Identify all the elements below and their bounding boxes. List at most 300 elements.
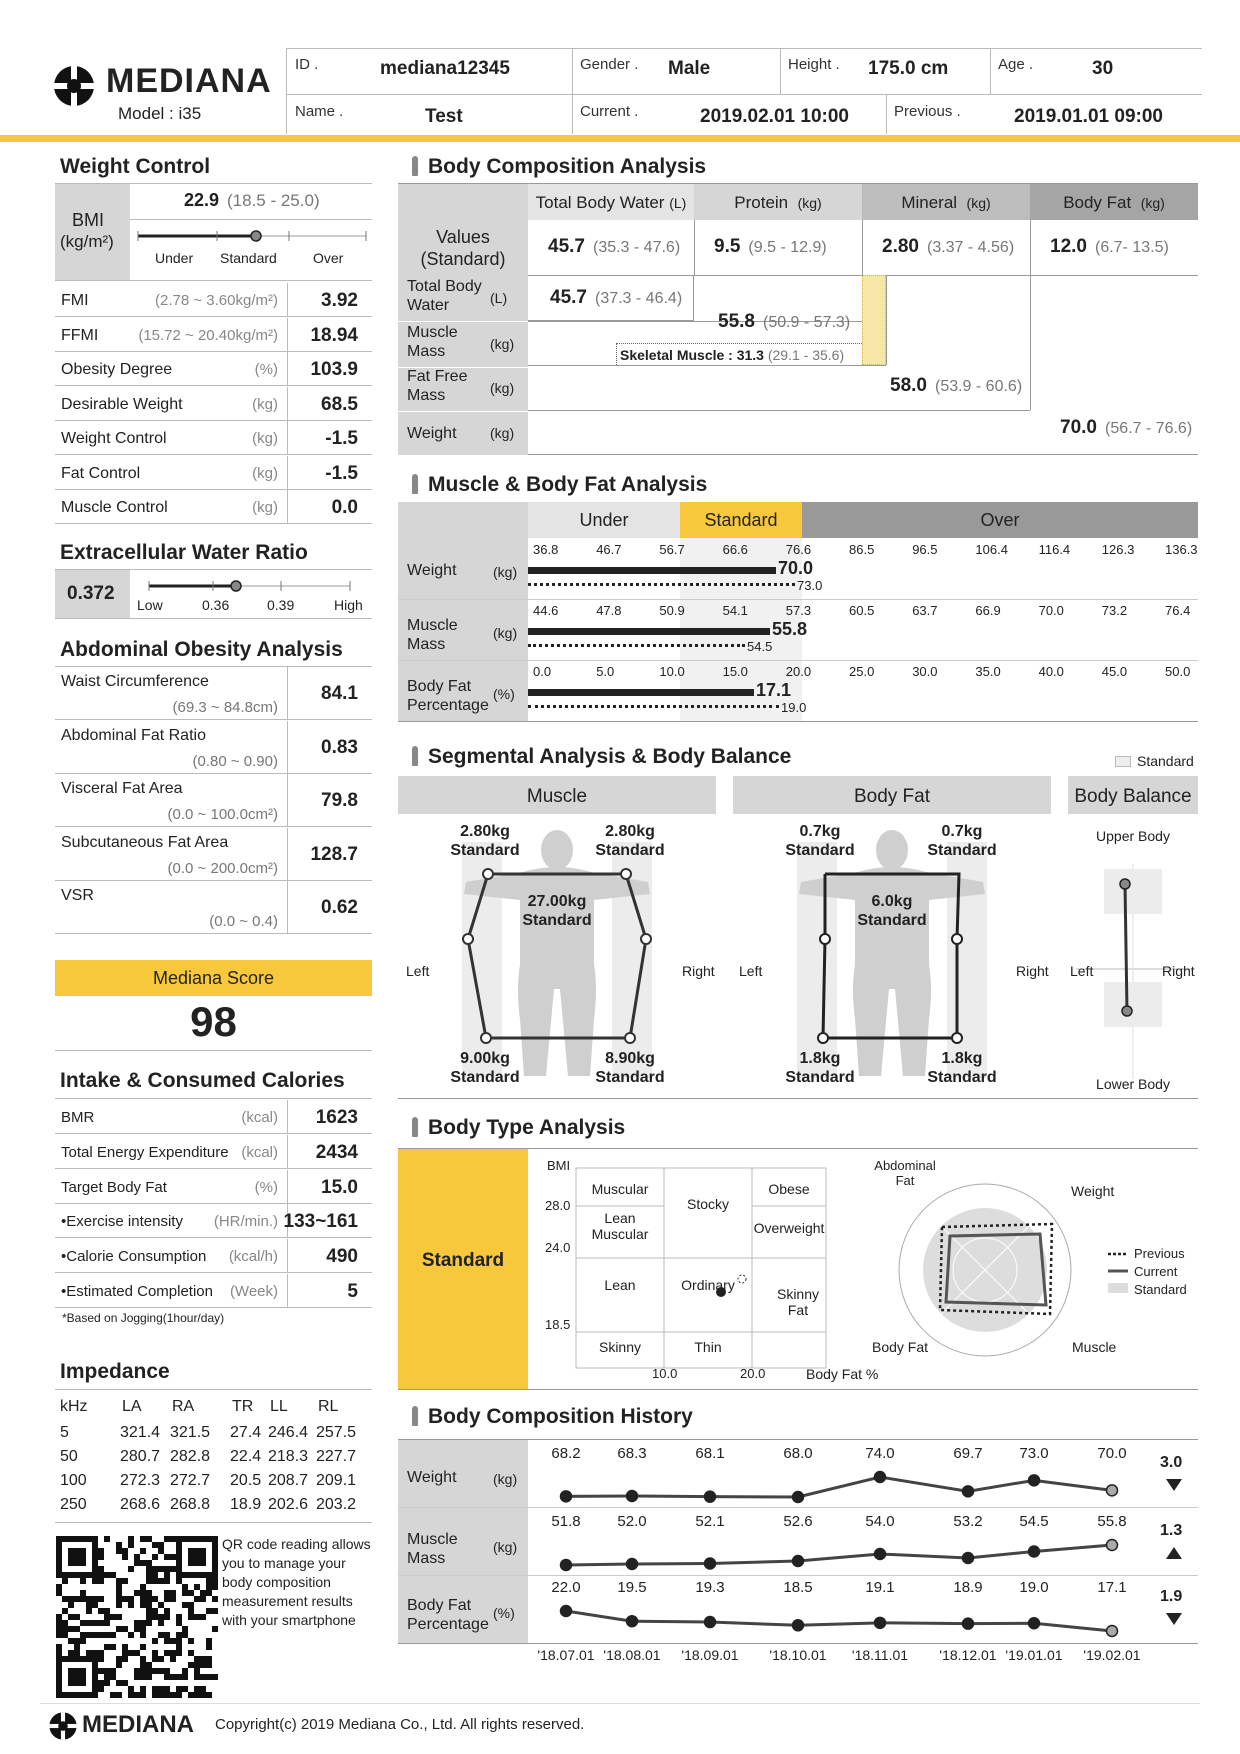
- bt-stocky: Stocky: [686, 1196, 729, 1212]
- seg-balance-title: Body Balance: [1074, 786, 1192, 807]
- bca-row-value: [718, 311, 850, 333]
- balance-right: Right: [1162, 963, 1195, 979]
- history-title-text: Body Composition History: [428, 1405, 693, 1428]
- history-value-label: 18.5: [783, 1579, 813, 1596]
- history-value-label: 68.3: [617, 1445, 647, 1462]
- impedance-cell: 227.7: [316, 1448, 357, 1465]
- bt-obese: Obese: [768, 1181, 810, 1197]
- bodytype-result: Standard: [421, 1250, 505, 1271]
- row-label: •Calorie Consumption: [61, 1248, 207, 1266]
- row-unit: (%): [254, 1178, 278, 1196]
- mbf-scale-tick: 0.0: [533, 664, 552, 679]
- mbf-scale-tick: 40.0: [1038, 664, 1064, 679]
- row-label: Obesity Degree: [61, 361, 173, 378]
- impedance-cell: 202.6: [268, 1496, 309, 1513]
- history-value-label: 68.2: [551, 1445, 581, 1462]
- abdominal-row: [55, 667, 372, 720]
- history-value-label: 19.1: [865, 1579, 895, 1596]
- row-label: Fat Control: [61, 464, 141, 482]
- impedance-cell: 18.9: [230, 1496, 262, 1513]
- row-unit: (kg): [252, 430, 278, 447]
- history-date: '18.08.01: [603, 1647, 661, 1663]
- mbf-row-divider: [398, 599, 1198, 600]
- seg-fat-left: Left: [739, 963, 763, 979]
- ecw-value: 0.372: [67, 583, 115, 604]
- abdominal-title: Abdominal Obesity Analysis: [60, 638, 343, 661]
- weight-control-row: [55, 387, 372, 421]
- impedance-cell: 5: [60, 1424, 69, 1441]
- ecw-scale-036: 0.36: [202, 597, 230, 613]
- mbf-scale-tick: 35.0: [975, 664, 1001, 679]
- ecw-scale-high: High: [334, 597, 363, 613]
- seg-fat-ra: [922, 822, 1002, 860]
- bt-muscular: Muscular: [591, 1181, 649, 1197]
- calorie-row: [55, 1239, 372, 1273]
- row-value: 5: [347, 1281, 358, 1302]
- bca-header-bodyfat-unit: (kg): [1140, 195, 1165, 211]
- row-value: 18.94: [310, 324, 358, 346]
- row-divider: [287, 1100, 288, 1133]
- history-date: '19.01.01: [1005, 1647, 1063, 1663]
- bca-value: 9.5: [714, 236, 741, 257]
- qr-code-icon[interactable]: [56, 1536, 218, 1698]
- history-value-label: 68.1: [695, 1445, 725, 1462]
- calorie-row: [55, 1135, 372, 1169]
- accent-rule: [0, 135, 1240, 142]
- qr-text-line: QR code reading allows: [222, 1536, 371, 1552]
- seg-muscle-ll-status: Standard: [450, 1069, 520, 1086]
- seg-muscle-ll: [445, 1049, 525, 1087]
- history-point: [1107, 1485, 1118, 1496]
- seg-muscle-ra-status: Standard: [595, 842, 665, 859]
- bca-header-bodyfat-label: Body Fat: [1063, 193, 1132, 212]
- row-unit: (kg): [252, 464, 278, 482]
- qr-text-line: measurement results: [222, 1593, 353, 1609]
- qr-text-line: you to manage your: [222, 1555, 346, 1571]
- mbf-value: 55.8: [772, 619, 808, 639]
- bca-row-label1: Fat Free: [407, 368, 468, 385]
- row-divider: [287, 774, 288, 826]
- abdominal-row: [55, 774, 372, 827]
- mbf-value: 70.0: [778, 558, 814, 578]
- bca-header-protein: [694, 193, 862, 213]
- score-label: Mediana Score: [152, 968, 275, 988]
- age-label: Age .: [998, 56, 1034, 73]
- history-value-label: 74.0: [865, 1445, 895, 1462]
- impedance-cell: 20.5: [230, 1472, 262, 1489]
- bmi-scale-standard: Standard: [220, 250, 277, 266]
- seg-legend-swatch: [1115, 756, 1131, 767]
- row-divider: [287, 421, 288, 454]
- seg-fat-la: [780, 822, 860, 860]
- mbf-scale-tick: 116.4: [1038, 542, 1071, 557]
- row-value: 84.1: [321, 683, 358, 704]
- row-value: 490: [326, 1246, 358, 1268]
- skeletal-muscle-value: Skeletal Muscle : 31.3: [620, 347, 764, 363]
- history-title: [412, 1405, 693, 1429]
- seg-muscle-la-value: 2.80kg: [460, 823, 510, 840]
- mbf-scale-tick: 20.0: [785, 664, 812, 679]
- weight-control-row: [55, 456, 372, 490]
- history-value-label: 53.2: [953, 1513, 983, 1530]
- bca-row-value: [1060, 417, 1192, 439]
- bca-header-tbw: [528, 193, 694, 213]
- history-value-label: 52.1: [695, 1513, 725, 1530]
- seg-muscle-la-status: Standard: [450, 842, 520, 859]
- mbf-prev-value: 19.0: [781, 700, 807, 715]
- row-divider: [287, 881, 288, 933]
- arrow-down-icon: [1166, 1613, 1182, 1625]
- history-point: [875, 1472, 886, 1483]
- abdominal-row: [55, 881, 372, 934]
- pin-icon: [412, 746, 418, 766]
- ecw-title: Extracellular Water Ratio: [60, 541, 308, 564]
- history-point: [561, 1491, 572, 1502]
- row-value: 2434: [315, 1141, 358, 1163]
- bt-overweight: Overweight: [753, 1220, 825, 1236]
- legend-previous: Previous: [1134, 1246, 1185, 1261]
- mbf-header-standard: Standard: [704, 510, 778, 530]
- weight-control-row: [55, 318, 372, 352]
- seg-fat-tr-status: Standard: [857, 912, 927, 929]
- seg-fat-ll: [780, 1049, 860, 1087]
- mbf-scale-tick: 70.0: [1038, 603, 1064, 618]
- bca-row-number: 58.0: [890, 375, 927, 396]
- abdominal-row: [55, 828, 372, 881]
- bca-range: (9.5 - 12.9): [748, 239, 827, 256]
- history-value-label: 69.7: [953, 1445, 983, 1462]
- mbf-scale-tick: 50.0: [1165, 664, 1191, 679]
- bodytype-xlabel: Body Fat %: [806, 1366, 879, 1382]
- bca-row-divider: [398, 321, 528, 322]
- impedance-cell: 272.3: [120, 1472, 161, 1489]
- row-divider: [287, 318, 288, 351]
- history-point: [1029, 1475, 1040, 1486]
- row-label: •Estimated Completion: [61, 1283, 213, 1300]
- mbf-bar: [528, 689, 754, 696]
- impedance-cell: 280.7: [120, 1448, 161, 1465]
- bmi-unit: (kg/m²): [60, 232, 114, 251]
- row-divider: [287, 490, 288, 523]
- mbf-title-text: Muscle & Body Fat Analysis: [428, 473, 708, 496]
- row-label: FFMI: [61, 326, 99, 344]
- radar-bodyfat: Body Fat: [872, 1339, 929, 1355]
- bmi-scale-under: Under: [155, 250, 194, 266]
- impedance-cell: 246.4: [268, 1424, 309, 1441]
- bmi-gauge: [134, 228, 370, 244]
- history-change: 1.3: [1160, 1522, 1183, 1539]
- row-range: (0.80 ~ 0.90): [192, 752, 278, 770]
- row-label: Subcutaneous Fat Area: [61, 833, 229, 851]
- row-value: 103.9: [310, 359, 358, 380]
- history-value-label: 22.0: [551, 1579, 581, 1596]
- bca-header-protein-unit: (kg): [797, 195, 822, 211]
- impedance-header: LA: [122, 1398, 142, 1415]
- calories-note: *Based on Jogging(1hour/day): [62, 1311, 225, 1325]
- mbf-prev-bar: [528, 583, 795, 586]
- mbf-header-under: Under: [579, 510, 629, 530]
- history-value-label: 19.0: [1019, 1579, 1049, 1596]
- mbf-scale-tick: 66.9: [975, 603, 1001, 618]
- impedance-cell: 218.3: [268, 1448, 309, 1465]
- seg-muscle-tr-status: Standard: [522, 912, 592, 929]
- seg-title: [412, 745, 791, 769]
- history-row-label1: Muscle: [407, 1531, 458, 1548]
- row-label: VSR: [61, 887, 94, 904]
- impedance-cell: 272.7: [170, 1472, 211, 1489]
- row-value: 15.0: [321, 1176, 358, 1198]
- seg-muscle-rl-value: 8.90kg: [605, 1050, 655, 1067]
- bca-title: [412, 155, 706, 179]
- mbf-scale-tick: 136.3: [1165, 542, 1198, 557]
- mbf-scale-tick: 10.0: [659, 664, 685, 679]
- history-change: 1.9: [1160, 1588, 1183, 1605]
- bca-title-text: Body Composition Analysis: [428, 155, 707, 178]
- row-label: Muscle Control: [61, 499, 168, 516]
- row-range: (0.0 ~ 0.4): [209, 913, 278, 930]
- radar-abdominal: Abdominal Fat: [874, 1158, 936, 1188]
- bca-row-range: (50.9 - 57.3): [762, 314, 851, 331]
- abdominal-row: [55, 721, 372, 774]
- impedance-header: RA: [172, 1398, 195, 1415]
- history-value-label: 51.8: [551, 1513, 581, 1530]
- history-point: [627, 1491, 638, 1502]
- mbf-row-unit: (kg): [493, 564, 518, 580]
- bodytype-title: [412, 1116, 625, 1140]
- row-value: 3.92: [321, 290, 358, 311]
- bt-lean: Lean: [604, 1277, 636, 1293]
- bca-header-mineral-label: Mineral: [901, 193, 958, 212]
- pin-icon: [412, 156, 418, 176]
- impedance-cell: 209.1: [316, 1472, 357, 1489]
- seg-muscle-ra: [590, 822, 670, 860]
- bca-standard-label: (Standard): [420, 249, 506, 269]
- pin-icon: [412, 474, 418, 494]
- radar-legend-icons: [1106, 1246, 1130, 1296]
- impedance-cell: 208.7: [268, 1472, 309, 1489]
- seg-muscle-rl: [590, 1049, 670, 1087]
- row-label: Weight Control: [61, 430, 167, 447]
- mbf-row-label2: Percentage: [407, 697, 489, 714]
- seg-fat-title: Body Fat: [853, 786, 931, 807]
- bca-row-unit: (kg): [490, 336, 515, 352]
- id-value: mediana12345: [380, 58, 510, 79]
- bca-row-number: 55.8: [718, 311, 755, 332]
- history-point: [963, 1618, 974, 1629]
- bca-row-unit: (L): [490, 290, 508, 306]
- seg-fat-rl-status: Standard: [927, 1069, 997, 1086]
- history-row-unit: (%): [493, 1605, 515, 1621]
- history-point: [1107, 1540, 1118, 1551]
- row-value: 133~161: [283, 1211, 358, 1233]
- mbf-title: [412, 473, 707, 497]
- impedance-cell: 203.2: [316, 1496, 357, 1513]
- header: [0, 0, 1240, 140]
- row-divider: [287, 667, 288, 719]
- seg-muscle-title: Muscle: [526, 786, 588, 807]
- mbf-scale-tick: 73.2: [1101, 603, 1128, 618]
- footer-logo-icon: [48, 1711, 78, 1741]
- bca-header-bodyfat: [1030, 193, 1198, 213]
- bca-row-number: 70.0: [1060, 417, 1097, 438]
- impedance-header: TR: [232, 1398, 254, 1415]
- mbf-scale-tick: 25.0: [849, 664, 875, 679]
- history-value-label: 52.0: [617, 1513, 647, 1530]
- mbf-scale-tick: 46.7: [596, 542, 622, 557]
- history-point: [705, 1491, 716, 1502]
- history-value-label: 70.0: [1097, 1445, 1127, 1462]
- balance-lower: Lower Body: [1096, 1076, 1170, 1092]
- history-date: '18.10.01: [769, 1647, 827, 1663]
- bca-values-label: Values: [436, 227, 490, 247]
- bca-value: 12.0: [1050, 236, 1087, 257]
- history-row-label2: Percentage: [407, 1616, 489, 1633]
- row-value: 0.0: [331, 497, 358, 518]
- seg-title-text: Segmental Analysis & Body Balance: [428, 745, 792, 768]
- seg-fat-right: Right: [1016, 963, 1049, 979]
- seg-muscle-rl-status: Standard: [595, 1069, 665, 1086]
- bt-lean-muscular: Lean Muscular: [591, 1210, 649, 1242]
- seg-fat-la-value: 0.7kg: [799, 823, 841, 840]
- mbf-scale-tick: 45.0: [1101, 664, 1128, 679]
- impedance-cell: 268.8: [170, 1496, 211, 1513]
- mbf-scale-tick: 106.4: [975, 542, 1008, 557]
- row-unit: (HR/min.): [213, 1213, 278, 1231]
- history-point: [705, 1558, 716, 1569]
- history-series-line: [566, 1611, 1112, 1631]
- bca-row-number: 45.7: [550, 287, 587, 308]
- calorie-row: [55, 1170, 372, 1204]
- weight-control-title: Weight Control: [60, 155, 211, 178]
- bodytype-title-text: Body Type Analysis: [428, 1116, 626, 1139]
- mbf-header-over: Over: [980, 510, 1020, 530]
- model-label: Model : i35: [118, 104, 202, 123]
- ecw-scale-low: Low: [137, 597, 163, 613]
- score-value: 98: [190, 998, 237, 1045]
- history-value-label: 73.0: [1019, 1445, 1049, 1462]
- row-unit: (15.72 ~ 20.40kg/m²): [138, 326, 278, 344]
- history-point: [705, 1617, 716, 1628]
- row-unit: (2.78 ~ 3.60kg/m²): [155, 292, 278, 309]
- mbf-row-label1: Muscle: [407, 617, 458, 634]
- seg-muscle-left: Left: [406, 963, 430, 979]
- bca-row-range: (53.9 - 60.6): [934, 378, 1023, 395]
- calorie-row: [55, 1274, 372, 1308]
- history-value-label: 68.0: [783, 1445, 813, 1462]
- history-point: [1029, 1546, 1040, 1557]
- history-point: [793, 1556, 804, 1567]
- row-divider: [287, 721, 288, 773]
- history-series-line: [566, 1545, 1112, 1565]
- mediana-logo-icon: [52, 64, 96, 108]
- weight-control-row: [55, 283, 372, 317]
- mbf-scale-tick: 5.0: [596, 664, 615, 679]
- skeletal-muscle-label: [620, 347, 844, 363]
- mbf-prev-bar: [528, 644, 745, 647]
- bca-header-mineral-unit: (kg): [966, 195, 991, 211]
- balance-upper: Upper Body: [1096, 828, 1170, 844]
- history-value-label: 55.8: [1097, 1513, 1127, 1530]
- mbf-scale-tick: 36.8: [533, 542, 559, 557]
- impedance-cell: 268.6: [120, 1496, 161, 1513]
- mbf-scale-tick: 63.7: [912, 603, 938, 618]
- history-point: [875, 1549, 886, 1560]
- row-unit: (kcal): [241, 1143, 278, 1161]
- mbf-row-label1: Body Fat: [407, 678, 472, 695]
- impedance-header: kHz: [60, 1398, 88, 1415]
- current-value: 2019.02.01 10:00: [700, 106, 849, 127]
- history-point: [963, 1553, 974, 1564]
- impedance-cell: 250: [60, 1496, 87, 1513]
- bca-value: 2.80: [882, 236, 919, 257]
- mbf-prev-bar: [528, 705, 779, 708]
- bca-row-value: [550, 287, 682, 309]
- bodytype-ytick: 18.5: [545, 1317, 571, 1332]
- bca-value-cell: [548, 236, 680, 258]
- row-divider: [287, 1170, 288, 1203]
- mbf-scale-tick: 15.0: [722, 664, 748, 679]
- impedance-header: LL: [270, 1398, 288, 1415]
- history-point: [627, 1559, 638, 1570]
- row-divider: [287, 1239, 288, 1272]
- qr-text-line: with your smartphone: [222, 1612, 356, 1628]
- name-value: Test: [425, 106, 463, 127]
- history-date: '18.11.01: [851, 1647, 909, 1663]
- impedance-cell: 100: [60, 1472, 87, 1489]
- weight-control-row: [55, 352, 372, 386]
- history-row-label2: Mass: [407, 1550, 446, 1567]
- row-divider: [287, 456, 288, 489]
- mbf-scale-tick: 50.9: [659, 603, 685, 618]
- history-point: [561, 1606, 572, 1617]
- history-value-label: 19.5: [617, 1579, 647, 1596]
- bca-row-range: (56.7 - 76.6): [1104, 420, 1193, 437]
- legend-standard: Standard: [1134, 1282, 1187, 1297]
- impedance-cell: 282.8: [170, 1448, 211, 1465]
- row-divider: [287, 1135, 288, 1168]
- history-change: 3.0: [1160, 1454, 1183, 1471]
- impedance-cell: 257.5: [316, 1424, 357, 1441]
- row-divider: [287, 1274, 288, 1307]
- impedance-cell: 27.4: [230, 1424, 262, 1441]
- bca-value: 45.7: [548, 236, 585, 257]
- mbf-row-label1: Weight: [407, 562, 457, 579]
- mbf-scale-tick: 47.8: [596, 603, 622, 618]
- impedance-cell: 50: [60, 1448, 78, 1465]
- row-value: 128.7: [310, 843, 358, 865]
- calorie-row: [55, 1204, 372, 1238]
- bca-value-cell: [1050, 236, 1169, 258]
- bca-row-label1: Total Body: [407, 278, 482, 295]
- mbf-bar: [528, 567, 776, 574]
- row-value: -1.5: [325, 428, 358, 449]
- row-range: (69.3 ~ 84.8cm): [172, 699, 278, 716]
- seg-fat-la-status: Standard: [785, 842, 855, 859]
- gender-value: Male: [668, 58, 711, 79]
- bodytype-xtick: 20.0: [740, 1366, 766, 1381]
- bodytype-xtick: 10.0: [652, 1366, 678, 1381]
- history-value-label: 52.6: [783, 1513, 813, 1530]
- bca-header-mineral: [862, 193, 1030, 213]
- bca-row-unit: (kg): [490, 380, 515, 396]
- mbf-row-unit: (%): [493, 686, 515, 702]
- seg-muscle-tr: [512, 892, 602, 930]
- row-label: BMR: [61, 1109, 95, 1126]
- mbf-row-divider: [398, 660, 1198, 661]
- id-label: ID .: [295, 56, 319, 73]
- row-divider: [287, 283, 288, 316]
- row-value: 1623: [315, 1107, 358, 1128]
